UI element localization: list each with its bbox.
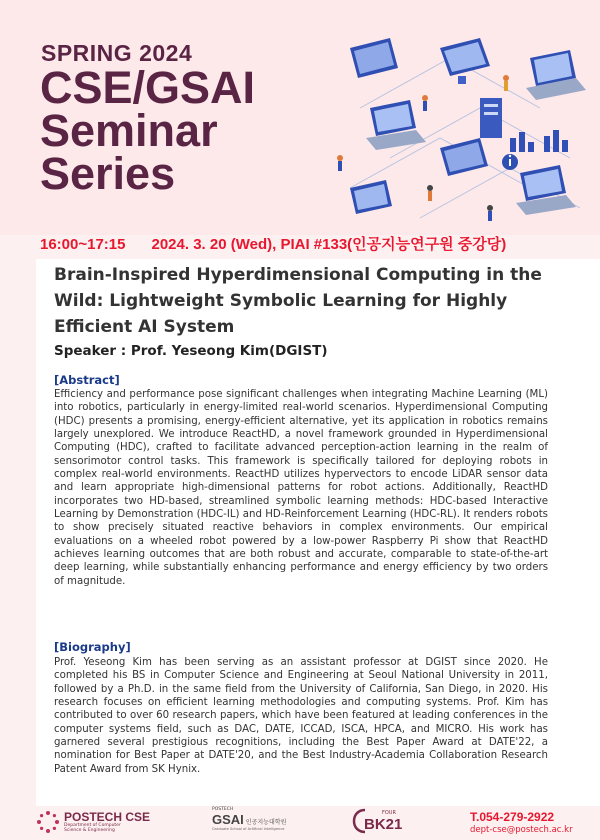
monitor-icon-2 xyxy=(350,38,398,78)
gsai-top: POSTECH xyxy=(212,807,234,812)
postech-logo-icon xyxy=(36,810,60,834)
postech-sub-1: Department of Computer xyxy=(64,823,121,828)
gsai-sub: Graduate School of Artificial Intelligence xyxy=(212,827,285,831)
gsai-logo xyxy=(212,807,286,831)
monitor-icon xyxy=(440,38,490,84)
laptop-icon-3 xyxy=(516,165,576,215)
postech-cse-name: POSTECH CSE xyxy=(64,810,151,824)
server-tower-icon xyxy=(480,98,502,138)
abstract-text: Efficiency and performance pose significant challenges when integrating Machine Learning (ML) into robotics, particularly in energy-limited real-world scenarios. Hyperdimensional Computing (HDC) presents a promising, energy-efficient alternative, yet its application in robotics remains largely unexplored. We introduce ReactHD, a novel framework grounded in Hyperdimensional Computing (HDC), crafted to facilitate advanced perception-action learning in the realm of sensorimotor control tasks. This framework is specifically tailored for deploying robots in complex real-world environments. ReactHD utilizes hypervectors to encode LiDAR sensor data and learn appropriate high-dimensional patterns for robot actions. Additionally, ReactHD incorporates two HD-based, streamlined symbolic learning methods: HDC-based Interactive Learning by Demonstration (HDC-IL) and HD-Reinforcement Learning (HDC-RL). It renders robots to show precisely situated reactive behaviors in complex environments. Our empirical evaluations on a wheeled robot powered by a low-power Raspberry Pi show that ReactHD achieves learning outcomes that are both robust and accurate, comparable to state-of-the-art deep learning, while substantially enhancing performance and energy efficiency by two orders of magnitude. xyxy=(54,389,548,587)
monitor-icon-3 xyxy=(440,138,488,176)
series-title xyxy=(40,62,256,199)
season-label: SPRING 2024 xyxy=(41,40,193,66)
event-time: 16:00~17:15 xyxy=(40,236,126,253)
gsai-name: GSAI xyxy=(212,812,244,827)
biography-text: Prof. Yeseong Kim has been serving as an assistant professor at DGIST since 2020. He completed his BS in Computer Science and Engineering at Seoul National University in 2011, followed by a Ph.D. in the same field from the University of California, San Diego, in 2020. His research focuses on efficient learning methodologies and computing systems. Prof. Kim has contributed to over 60 research papers, which have been featured at leading conferences in the computer systems field, such as DAC, DATE, ICCAD, ISCA, HPCA, and MICRO. His work has garnered several prestigious recognitions, including the Best Paper Award at DATE'22, a nomination for Best Paper at DATE'20, and the Best Industry-Academia Collaboration Research Patent Award from SK Hynix. xyxy=(54,657,548,775)
postech-sub-2: Science & Engineering xyxy=(64,828,115,833)
bk-four: FOUR xyxy=(382,809,396,816)
gsai-korean: 인공지능대학원 xyxy=(245,819,287,826)
postech-cse-logo xyxy=(36,810,150,834)
series-title-line-1: CSE/GSAI xyxy=(40,62,256,113)
biography-heading: [Biography] xyxy=(54,640,131,654)
bk21-logo xyxy=(352,808,402,834)
computer-network-illustration xyxy=(330,38,592,234)
speaker-line: Speaker : Prof. Yeseong Kim(DGIST) xyxy=(54,343,328,359)
abstract-heading: [Abstract] xyxy=(54,373,120,387)
talk-title: Brain-Inspired Hyperdimensional Computing in the Wild: Lightweight Symbolic Learning for Highly Efficient AI System xyxy=(54,265,542,337)
info-icon xyxy=(502,154,518,170)
phone-number: T.054-279-2922 xyxy=(470,810,555,824)
bk21-name: BK21 xyxy=(364,815,403,833)
event-dateline xyxy=(40,233,506,254)
monitor-icon-4 xyxy=(350,180,392,214)
event-date-place: 2024. 3. 20 (Wed), PIAI #133(인공지능연구원 중강당) xyxy=(151,236,507,253)
series-title-line-2: Seminar xyxy=(40,105,218,156)
email-address: dept-cse@postech.ac.kr xyxy=(470,825,573,835)
laptop-icon xyxy=(526,50,586,100)
laptop-icon-2 xyxy=(366,100,426,150)
series-title-line-3: Series xyxy=(40,148,176,199)
